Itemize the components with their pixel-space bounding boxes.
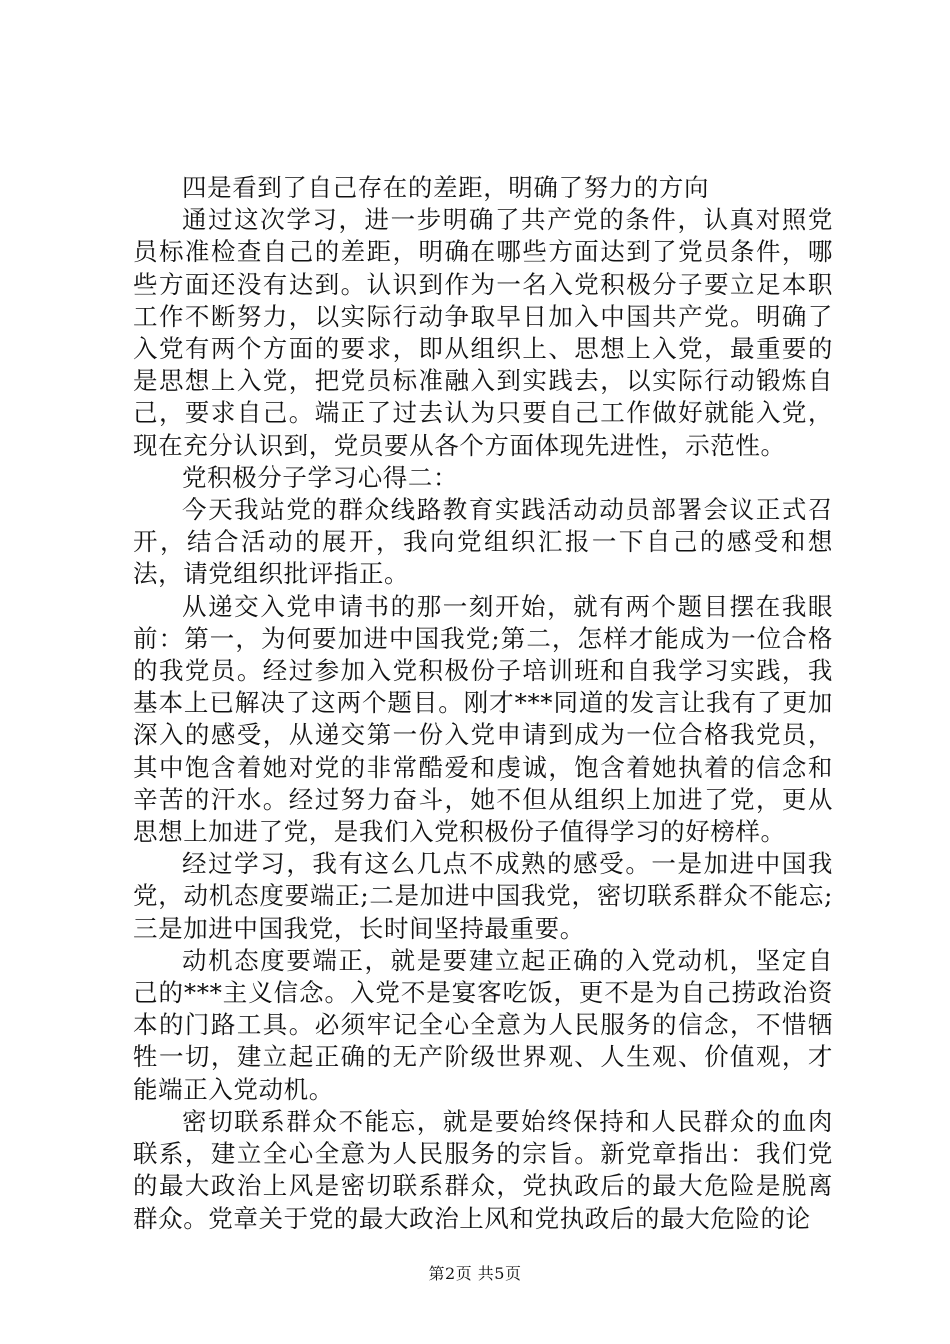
paragraph: 密切联系群众不能忘，就是要始终保持和人民群众的血肉联系，建立全心全意为人民服务的宗旨。新党章指出：我们党的最大政治上风是密切联系群众，党执政后的最大危险是脱离群众。党章关于党的最大政治上风和党执政后的最大危险的论 xyxy=(133,1106,833,1233)
document-body xyxy=(133,172,833,1235)
paragraph-heading-four: 四是看到了自己存在的差距，明确了努力的方向 xyxy=(182,173,710,202)
paragraph: 通过这次学习，进一步明确了共产党的条件，认真对照党员标准检查自己的差距，明确在哪些方面达到了党员条件，哪些方面还没有达到。认识到作为一名入党积极分子要立足本职工作不断努力，以实际行动争取早日加入中国共产党。明确了入党有两个方面的要求，即从组织上、思想上入党，最重要的是思想上入党，把党员标准融入到实践去，以实际行动锻炼自己，要求自己。端正了过去认为只要自己工作做好就能入党，现在充分认识到，党员要从各个方面体现先进性，示范性。 xyxy=(133,205,833,460)
paragraph: 从递交入党申请书的那一刻开始，就有两个题目摆在我眼前：第一，为何要加进中国我党;第二，怎样才能成为一位合格的我党员。经过参加入党积极份子培训班和自我学习实践，我基本上已解决了这两个题目。刚才***同道的发言让我有了更加深入的感受，从递交第一份入党申请到成为一位合格我党员，其中饱含着她对党的非常酷爱和虔诚，饱含着她执着的信念和辛苦的汗水。经过努力奋斗，她不但从组织上加进了党，更从思想上加进了党，是我们入党积极份子值得学习的好榜样。 xyxy=(133,591,833,847)
paragraph-section-title: 党积极分子学习心得二： xyxy=(182,462,459,492)
page-number-footer: 第2页 共5页 xyxy=(428,1264,522,1283)
paragraph: 动机态度要端正，就是要建立起正确的入党动机，坚定自己的***主义信念。入党不是宴客吃饭，更不是为自己捞政治资本的门路工具。必须牢记全心全意为人民服务的信念，不惜牺牲一切，建立起正确的无产阶级世界观、人生观、价值观，才能端正入党动机。 xyxy=(133,945,833,1104)
paragraph: 经过学习，我有这么几点不成熟的感受。一是加进中国我党，动机态度要端正;二是加进中国我党，密切联系群众不能忘;三是加进中国我党，长时间坚持最重要。 xyxy=(133,849,833,943)
paragraph: 今天我站党的群众线路教育实践活动动员部署会议正式召开，结合活动的展开，我向党组织汇报一下自己的感受和想法，请党组织批评指正。 xyxy=(133,495,833,589)
